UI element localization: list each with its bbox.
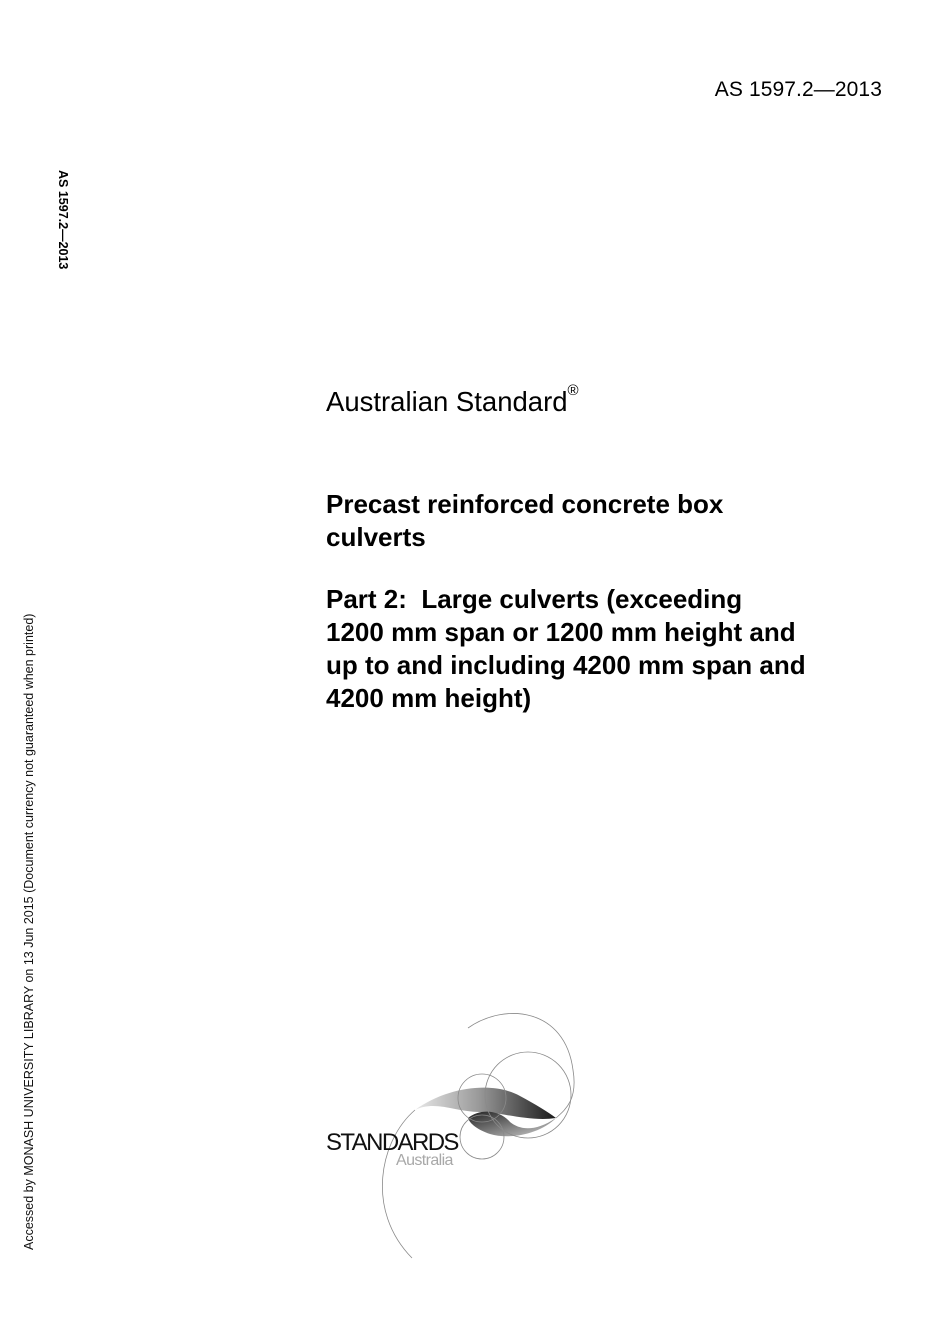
main-title xyxy=(326,488,886,554)
registered-mark-icon: ® xyxy=(567,382,579,399)
document-number-top: AS 1597.2—2013 xyxy=(714,78,882,101)
part-title xyxy=(326,583,886,715)
main-title-line: culverts xyxy=(326,522,426,552)
main-title-line: Precast reinforced concrete box xyxy=(326,489,724,519)
access-note: Accessed by MONASH UNIVERSITY LIBRARY on 13 Jun 2015 (Document currency not guaranteed when printed) xyxy=(22,613,36,1250)
spine-document-number: AS 1597.2—2013 xyxy=(56,170,70,270)
series-label: Australian Standard xyxy=(326,386,568,417)
part-title-line: 4200 mm height) xyxy=(326,683,532,713)
logo-subtext: Australia xyxy=(396,1152,453,1169)
series-title xyxy=(326,382,579,418)
logo-wordmark: STANDARDS xyxy=(326,1129,458,1156)
part-title-line: Part 2: Large culverts (exceeding xyxy=(326,584,743,614)
part-title-line: 1200 mm span or 1200 mm height and xyxy=(326,617,796,647)
part-title-line: up to and including 4200 mm span and xyxy=(326,650,806,680)
